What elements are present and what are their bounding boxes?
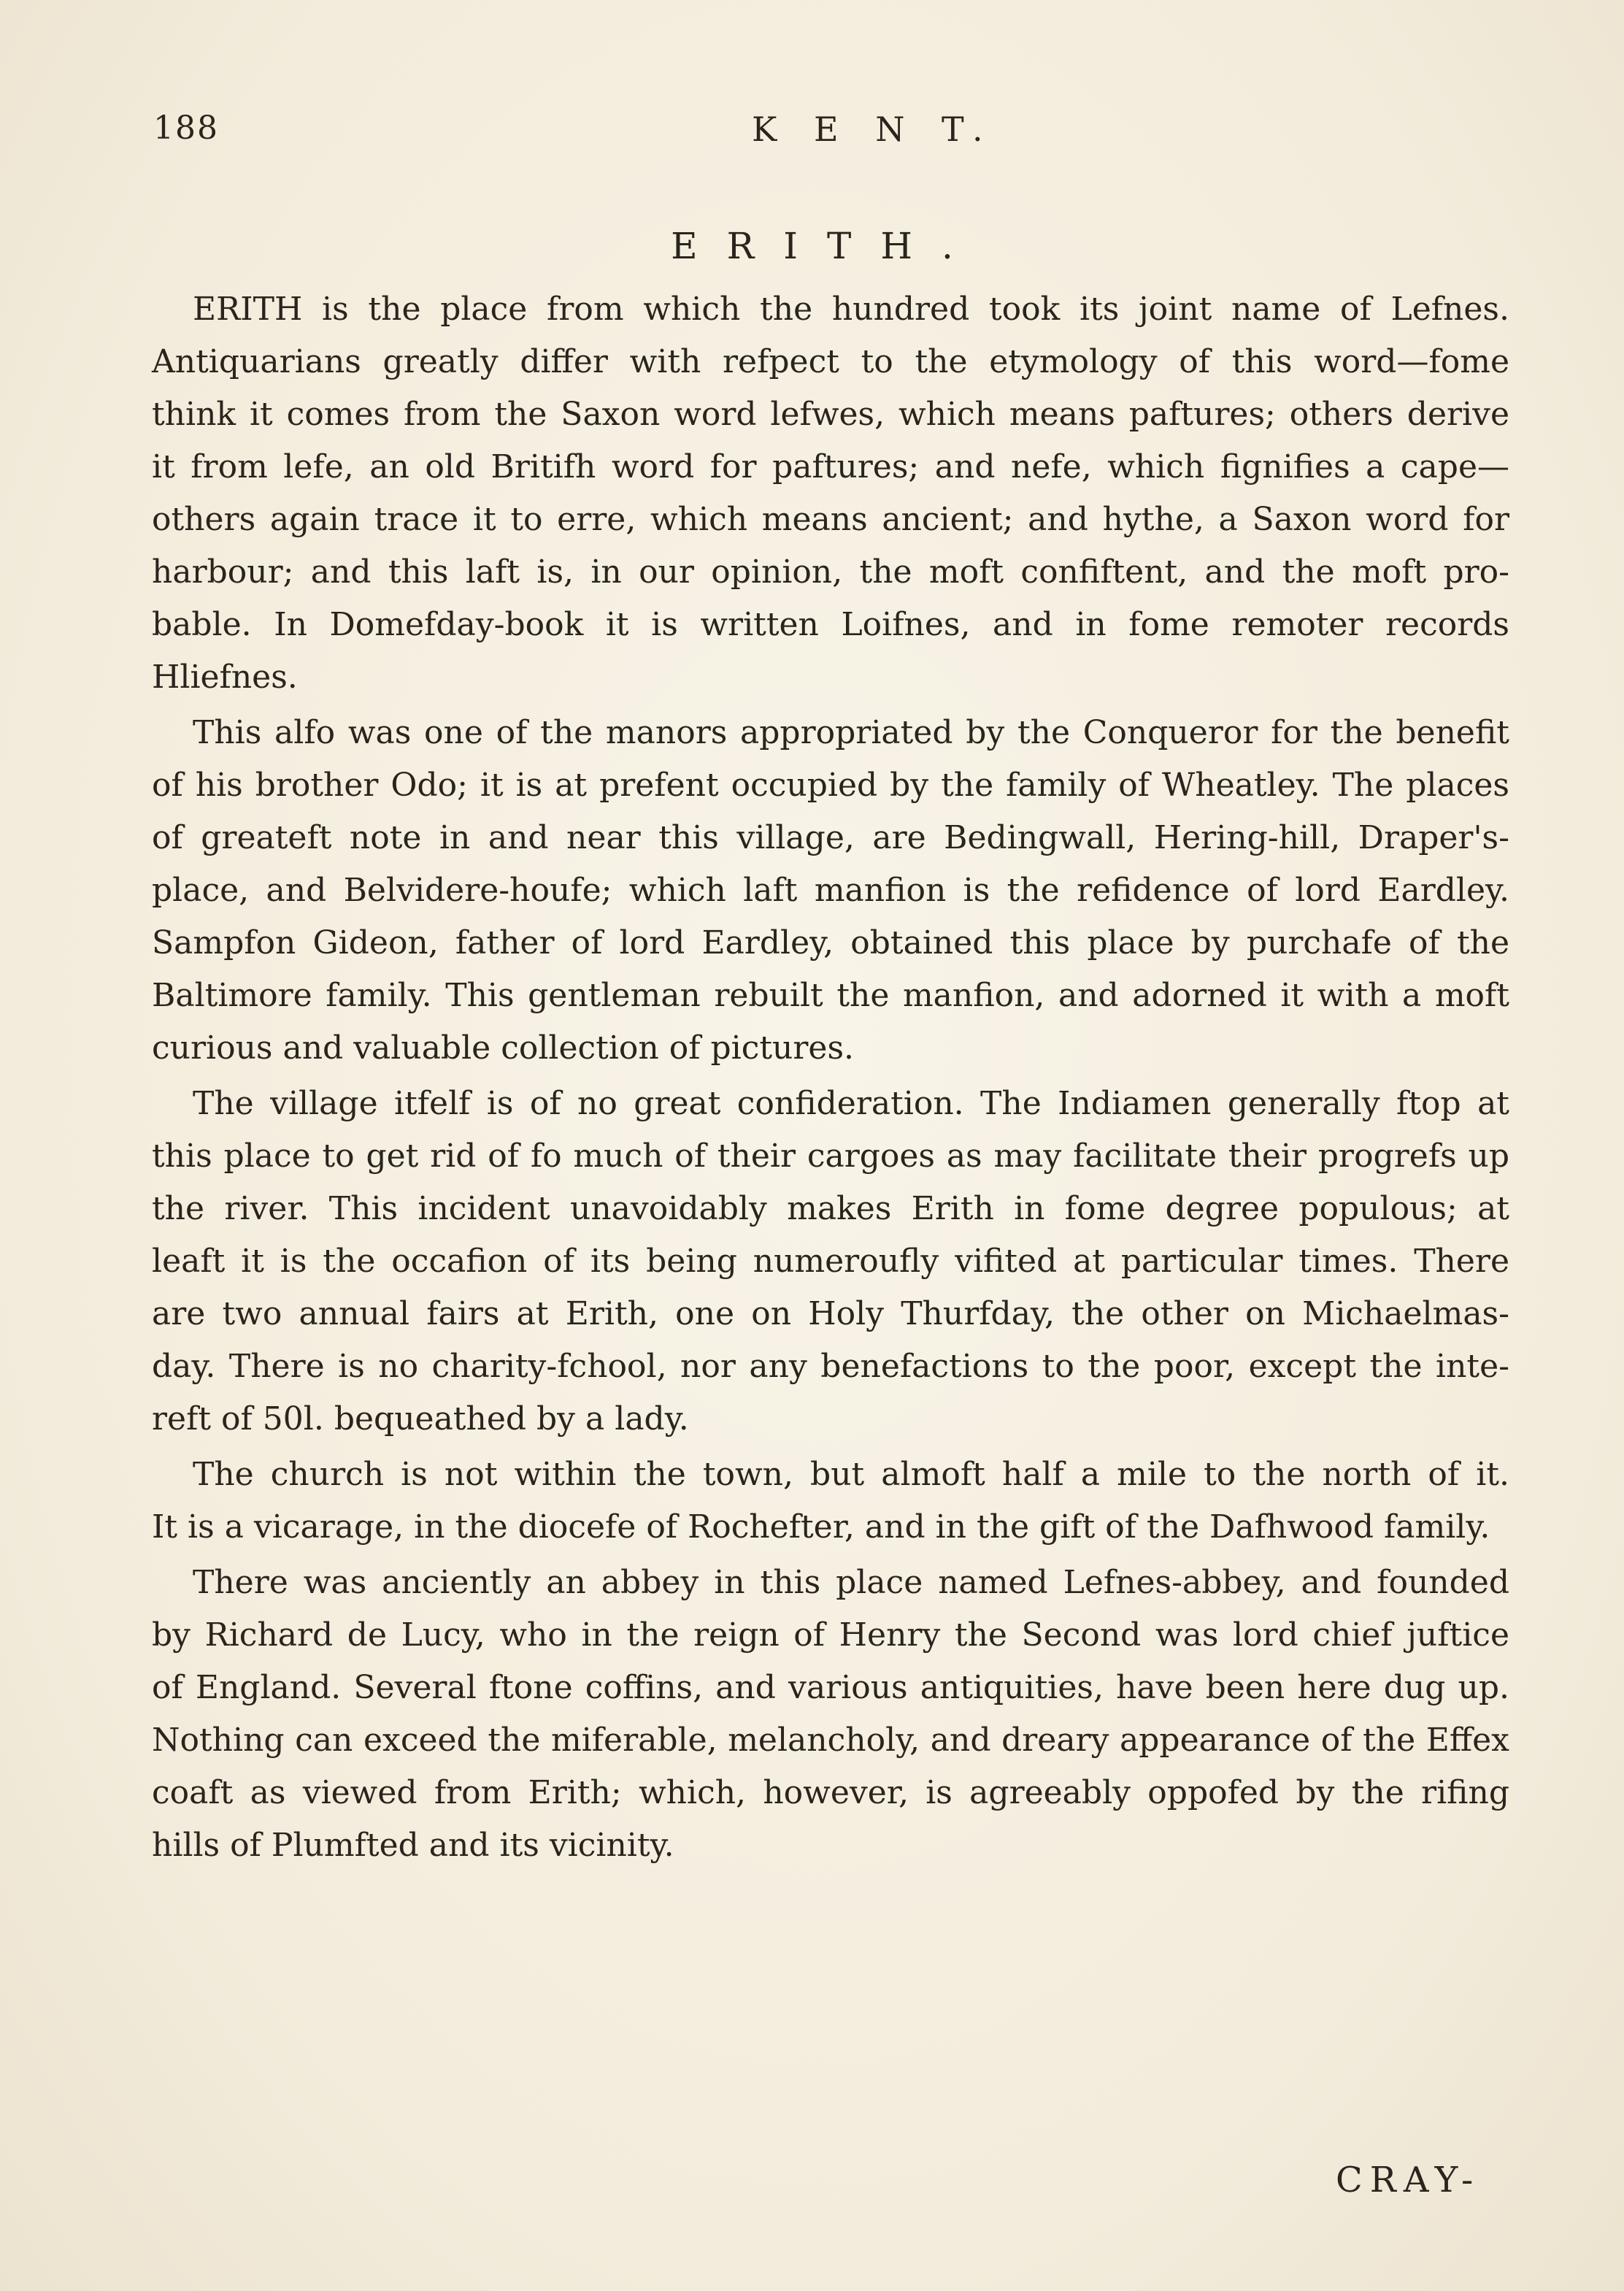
page-number: 188	[153, 110, 219, 147]
catchword: CRAY-	[1336, 2160, 1481, 2200]
text-line: others again trace it to erre, which means ancient; and hythe, a Saxon word for	[152, 501, 1509, 538]
text-line: Hliefnes.	[152, 659, 298, 696]
running-title: K E N T.	[752, 110, 996, 149]
paragraph	[152, 283, 1509, 704]
body-text	[152, 283, 1509, 1872]
text-line: This alfo was one of the manors appropriated by the Conqueror for the benefit	[193, 714, 1509, 751]
text-line: of his brother Odo; it is at prefent occupied by the family of Wheatley. The places	[152, 767, 1509, 804]
running-head	[153, 102, 1511, 161]
paragraph	[152, 1078, 1509, 1446]
text-line: harbour; and this laft is, in our opinion, the moft confiftent, and the moft pro-	[152, 553, 1509, 591]
text-line: of England. Several ftone coffins, and various antiquities, have been here dug up.	[152, 1669, 1509, 1706]
text-line: Antiquarians greatly differ with refpect to the etymology of this word—fome	[152, 343, 1509, 380]
text-line: are two annual fairs at Erith, one on Holy Thurfday, the other on Michaelmas-	[152, 1295, 1509, 1332]
text-line: There was anciently an abbey in this place named Lefnes-abbey, and founded	[193, 1564, 1509, 1601]
paragraph	[152, 1557, 1509, 1872]
text-line: reft of 50l. bequeathed by a lady.	[152, 1400, 689, 1438]
text-line: leaft it is the occafion of its being numeroufly vifited at particular times. There	[152, 1243, 1509, 1280]
paragraph	[152, 707, 1509, 1075]
text-line: it from lefe, an old Britifh word for paftures; and nefe, which fignifies a cape—	[152, 448, 1509, 486]
text-line: the river. This incident unavoidably makes Erith in fome degree populous; at	[152, 1190, 1509, 1227]
text-line: hills of Plumfted and its vicinity.	[152, 1827, 674, 1864]
text-line: Sampfon Gideon, father of lord Eardley, obtained this place by purchafe of the	[152, 924, 1509, 962]
text-line: The church is not within the town, but almoft half a mile to the north of it.	[193, 1456, 1509, 1493]
text-line: The village itfelf is of no great confideration. The Indiamen generally ftop at	[193, 1085, 1509, 1122]
text-line: by Richard de Lucy, who in the reign of Henry the Second was lord chief juftice	[152, 1616, 1509, 1654]
text-line: coaft as viewed from Erith; which, however, is agreeably oppofed by the rifing	[152, 1774, 1509, 1811]
text-line: Baltimore family. This gentleman rebuilt the manfion, and adorned it with a moft	[152, 977, 1509, 1014]
text-line: ERITH is the place from which the hundred took its joint name of Lefnes.	[193, 291, 1509, 328]
text-line: place, and Belvidere-houfe; which laft manfion is the refidence of lord Eardley.	[152, 872, 1509, 909]
section-title: ERITH.	[671, 225, 982, 267]
text-line: curious and valuable collection of pictures.	[152, 1029, 855, 1067]
text-line: It is a vicarage, in the diocefe of Rochefter, and in the gift of the Dafhwood family.	[152, 1508, 1490, 1546]
text-line: Nothing can exceed the miferable, melancholy, and dreary appearance of the Effex	[152, 1722, 1509, 1759]
text-line: this place to get rid of fo much of their cargoes as may facilitate their progrefs up	[152, 1137, 1509, 1175]
paragraph	[152, 1448, 1509, 1554]
text-line: bable. In Domefday-book it is written Loifnes, and in fome remoter records	[152, 606, 1509, 643]
text-line: day. There is no charity-fchool, nor any benefactions to the poor, except the inte-	[152, 1348, 1509, 1385]
text-line: think it comes from the Saxon word lefwes, which means paftures; others derive	[152, 396, 1509, 433]
text-line: of greateft note in and near this village, are Bedingwall, Hering-hill, Draper's-	[152, 819, 1509, 856]
